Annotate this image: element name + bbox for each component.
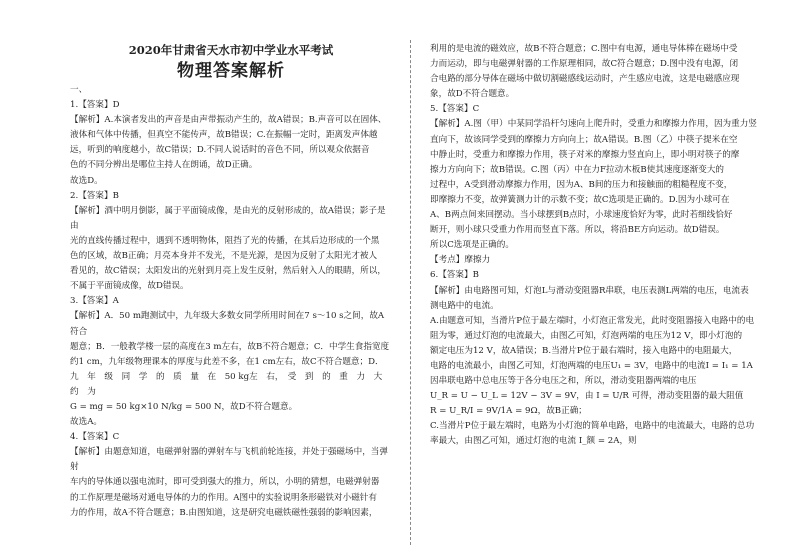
text-line: 断开，则小球只受重力作用而竖直下落。所以，将沿BE方向运动。故D错误。 [430, 225, 725, 236]
text-line: 直向下，故该同学受到的摩擦力方向向上；故A错误。B.图（乙）中筷子提米在空 [430, 134, 738, 145]
text-line: 额定电压为12 V，故A错误；B.当滑片P位于最右端时，接入电路中的电阻最大， [430, 345, 738, 356]
text-line: 擦力方向向下；故B错误。C.图（丙）中在力F拉动木板B使其速度逐渐变大的 [430, 164, 725, 175]
text-line: 【解析】由电路图可知，灯泡L与滑动变阻器R串联，电压表测L两端的电压，电流表 [430, 285, 749, 296]
document-title: 物理答案解析 [177, 61, 285, 81]
text-line: 测电路中的电流。 [430, 300, 499, 311]
text-line: 故选A。 [70, 417, 102, 428]
text-line: 【解析】A.本演者发出的声音是由声带振动产生的，故A错误；B.声音可以在固体、 [70, 115, 387, 126]
text-line: U_R = U − U_L = 12V − 3V = 9V，由 I = U/R 可得，滑动变阻器的最大阻值 [430, 391, 744, 402]
text-line: 利用的是电流的磁效应，故B不符合题意；C.图中有电源，通电导体棒在磁场中受 [430, 44, 738, 54]
text-line: 车内的导体通以强电流时，即可受到强大的推力，所以，小明的猜想，电磁弹射器 [70, 477, 380, 488]
text-line: 象，故D不符合题意。 [430, 89, 515, 100]
text-line: 力的作用，故A不符合题意；B.由图知道，这是研究电磁铁磁性强弱的影响因素， [70, 507, 378, 518]
left-column [70, 83, 392, 521]
text-line: A.由题意可知，当滑片P位于最左端时，小灯泡正常发光，此时变阻器接入电路中的电 [430, 315, 755, 326]
text-line: 所以C选项是正确的。 [430, 240, 514, 251]
text-line: 电路的电流最小，由图乙可知，灯泡两端的电压U₁ = 3V，电路中的电流I = I₁ = 1A [430, 360, 753, 371]
text-line: 看见的，故C错误；太阳发出的光射到月亮上发生反射，然后射入人的眼睛，所以， [70, 266, 386, 277]
text-line: 题意；B．一般教学楼一层的高度在3 m左右，故B不符合题意；C．中学生食指宽度 [70, 341, 390, 352]
right-column [430, 42, 760, 450]
text-line: 4.【答案】C [70, 432, 120, 443]
text-line: R = U_R/I = 9V/1A = 9Ω，故B正确； [430, 406, 587, 417]
text-line: 【考点】摩擦力 [430, 255, 491, 266]
text-line: 6.【答案】B [430, 270, 479, 281]
text-line: 远，听到的响度越小，故C错误；D.不同人说话时的音色不同，所以观众依据音 [70, 145, 370, 156]
text-line: 不属于平面镜成像，故D错误。 [70, 281, 189, 292]
text-line: 【解析】酒中明月倒影，属于平面镜成像，是由光的反射形成的，故A错误；影子是由 [70, 205, 386, 231]
text-line: C.当滑片P位于最左端时，电路为小灯泡的简单电路，电路中的电流最大，电路的总功 [430, 421, 755, 432]
text-line: 2.【答案】B [70, 190, 119, 201]
text-line: 因串联电路中总电压等于各分电压之和，所以，滑动变阻器两端的电压 [430, 376, 697, 387]
document-subtitle: 2020年甘肃省天水市初中学业水平考试 [128, 43, 334, 57]
text-line: 中静止时，受重力和摩擦力作用，筷子对米的摩擦力竖直向上，即小明对筷子的摩 [430, 149, 740, 160]
text-line: 【解析】A.图（甲）中某同学沿杆匀速向上爬升时，受重力和摩擦力作用，因为重力竖 [430, 119, 757, 130]
text-line: 3.【答案】A [70, 296, 119, 307]
text-line: 即摩擦力不变，故弹簧测力计的示数不变；故C选项是正确的。D.因为小球可在 [430, 194, 730, 205]
text-line: 1.【答案】D [70, 100, 120, 111]
text-line: 九 年 级 同 学 的 质 量 在 50 kg左 右， 受 到 的 重 力 大 约 为 [70, 371, 391, 397]
text-line: 的工作原理是磁场对通电导体的力的作用。A图中的实验说明条形磁铁对小磁针有 [70, 492, 377, 503]
text-line: 合电路的部分导体在磁场中做切割磁感线运动时，产生感应电流，这是电磁感应现 [430, 74, 740, 85]
column-divider [410, 40, 411, 545]
text-line: A、B两点间来回摆动。当小球摆到B点时，小球速度恰好为零，此时若细线恰好 [430, 210, 733, 221]
text-line: 【解析】A．50 m跑测试中，九年级大多数女同学所用时间在7 s～10 s之间，故A符合 [70, 311, 385, 337]
text-line: 光的直线传播过程中，遇到不透明物体，阻挡了光的传播，在其后边形成的一个黑 [70, 235, 380, 246]
text-line: 一、 [70, 85, 88, 95]
text-line: 色的不同分辨出是哪位主持人在朗诵，故D正确。 [70, 160, 258, 171]
text-line: 色的区域，故B正确；月亮本身并不发光，不是光源，是因为反射了太阳光才被人 [70, 251, 378, 262]
text-line: 故选D。 [70, 175, 103, 186]
text-line: 约1 cm，九年级物理课本的厚度与此差不多，在1 cm左右，故C不符合题意；D． [70, 356, 384, 367]
text-line: G = mg = 50 kg×10 N/kg = 500 N，故D不符合题意。 [70, 401, 298, 412]
text-line: 5.【答案】C [430, 104, 480, 115]
text-line: 力而运动，即与电磁弹射器的工作原理相同，故C符合题意；D.图中没有电源，闭 [430, 59, 739, 70]
text-line: 液体和气体中传播，但真空不能传声，故B错误；C.在振幅一定时，距离发声体越 [70, 130, 378, 141]
text-line: 【解析】由题意知道，电磁弹射器的弹射车与飞机前轮连接，并处于强磁场中，当弹射 [70, 447, 388, 473]
text-line: 阻为零，通过灯泡的电流最大，由图乙可知，灯泡两端的电压为12 V，即小灯泡的 [430, 330, 743, 341]
text-line: 过程中，A受到滑动摩擦力作用，因为A、B间的压力和接触面的粗糙程度不变， [430, 179, 733, 190]
text-line: 率最大，由图乙可知，通过灯泡的电流 I_额 = 2A，则 [430, 436, 637, 447]
